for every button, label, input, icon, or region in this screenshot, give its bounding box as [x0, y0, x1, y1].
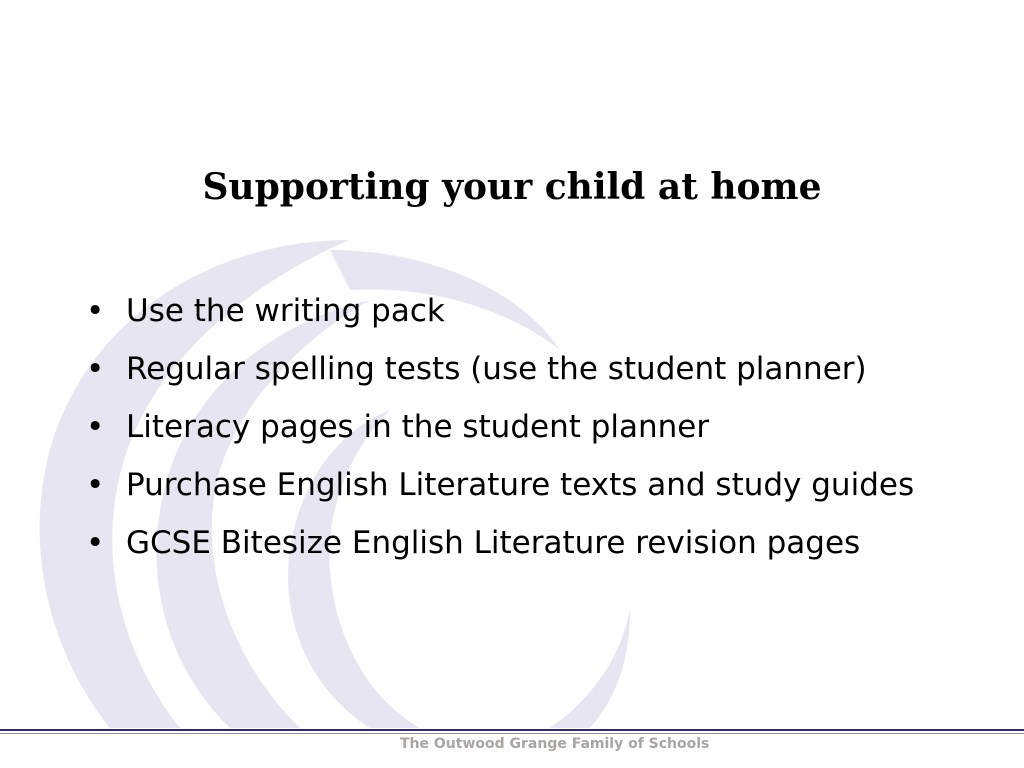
bullet-icon: •	[86, 351, 105, 387]
list-item	[86, 346, 914, 404]
bullet-icon: •	[86, 293, 105, 329]
bullet-icon: •	[86, 409, 105, 445]
slide-title: Supporting your child at home	[202, 166, 822, 208]
list-item	[86, 462, 914, 520]
list-item-text: Literacy pages in the student planner	[126, 409, 710, 445]
list-item-text: GCSE Bitesize English Literature revision pages	[126, 525, 861, 561]
list-item	[86, 404, 914, 462]
list-item-text: Purchase English Literature texts and study guides	[126, 467, 915, 503]
footer-school-name: The Outwood Grange Family of Schools	[400, 736, 710, 752]
footer-divider	[0, 729, 1024, 731]
list-item	[86, 288, 914, 346]
list-item	[86, 520, 914, 578]
list-item-text: Regular spelling tests (use the student planner)	[126, 351, 867, 387]
bullet-icon: •	[86, 467, 105, 503]
footer-divider-secondary	[0, 733, 1024, 734]
bullet-icon: •	[86, 525, 105, 561]
bullet-list	[86, 288, 914, 578]
list-item-text: Use the writing pack	[126, 293, 445, 329]
